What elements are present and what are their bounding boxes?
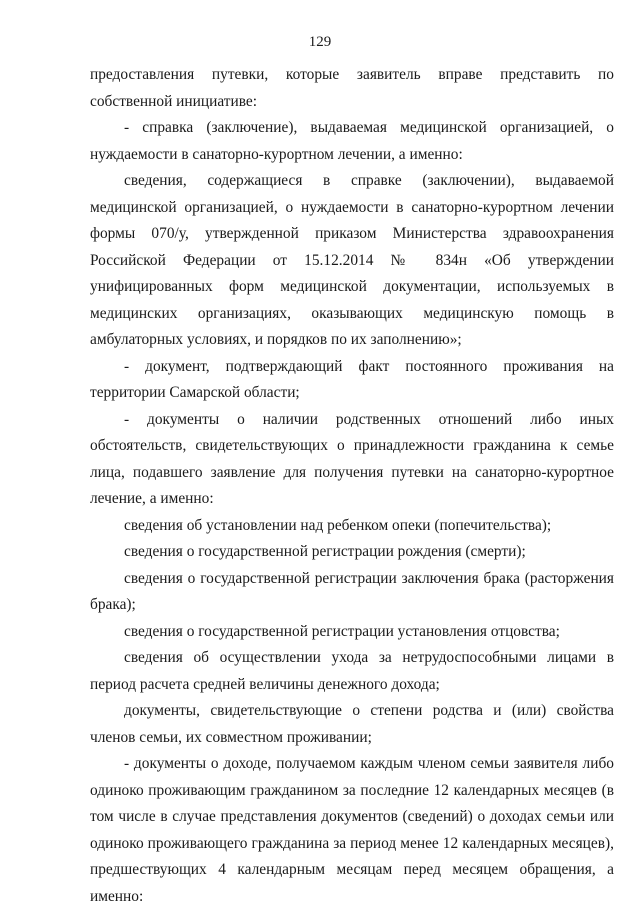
paragraph-kinship-documents: документы, свидетельствующие о степени родства и (или) свойства членов семьи, их совместном проживании; bbox=[90, 702, 614, 746]
paragraph-residence-document: - документ, подтверждающий факт постоянного проживания на территории Самарской области; bbox=[90, 357, 614, 401]
document-body bbox=[90, 62, 614, 910]
paragraph-intro-continuation: предоставления путевки, которые заявитель вправе представить по собственной инициативе: bbox=[90, 66, 614, 110]
paragraph-paternity-registration: сведения о государственной регистрации установления отцовства; bbox=[124, 622, 560, 640]
paragraph-guardianship: сведения об установлении над ребенком опеки (попечительства); bbox=[124, 516, 552, 534]
paragraph-birth-registration: сведения о государственной регистрации рождения (смерти); bbox=[124, 543, 526, 560]
paragraph-income-documents: - документы о доходе, получаемом каждым членом семьи заявителя либо одиноко проживающим гражданином за последние 12 календарных месяцев (в том числе в случае представления документов (сведений) о доходах семьи или одиноко проживающего гражданина за период менее 12 календарных месяцев), предшествующих 4 календарным месяцам перед месяцем обращения, а именно: bbox=[90, 755, 614, 905]
paragraph-care-for-disabled: сведения об осуществлении ухода за нетрудоспособными лицами в период расчета средней величины денежного дохода; bbox=[90, 649, 614, 693]
page-number: 129 bbox=[308, 34, 332, 50]
paragraph-marriage-registration: сведения о государственной регистрации заключения брака (расторжения брака); bbox=[90, 569, 614, 613]
paragraph-certificate-details: сведения, содержащиеся в справке (заключении), выдаваемой медицинской организацией, о нуждаемости в санаторно-курортном лечении формы 070/у, утвержденной приказом Министерства здравоохранения Российской Федерации от 15.12.2014 № 834н «Об утверждении унифицированных форм медицинской документации, используемых в медицинских организациях, оказывающих медицинскую помощь в амбулаторных условиях, и порядков по их заполнению»; bbox=[90, 172, 614, 348]
paragraph-family-relations: - документы о наличии родственных отношений либо иных обстоятельств, свидетельствующих о принадлежности гражданина к семье лица, подавшего заявление для получения путевки на санаторно-курортное лечение, а именно: bbox=[90, 410, 614, 507]
paragraph-medical-certificate: - справка (заключение), выдаваемая медицинской организацией, о нуждаемости в санаторно-курортном лечении, а именно: bbox=[90, 119, 614, 163]
